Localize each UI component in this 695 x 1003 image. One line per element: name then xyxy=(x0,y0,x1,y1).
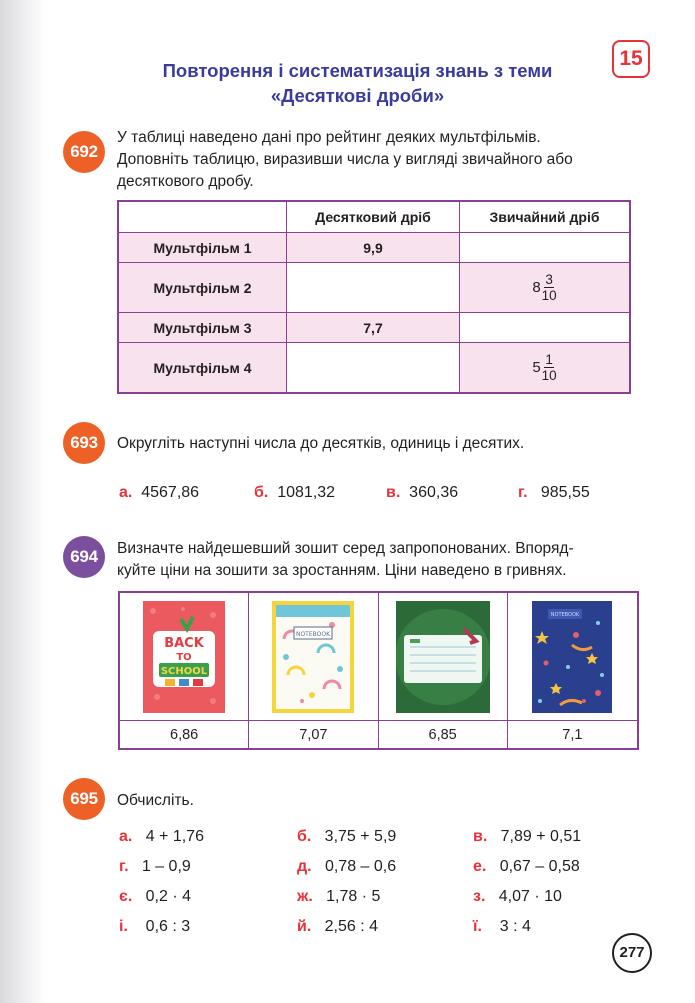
list-item xyxy=(297,828,396,846)
list-item xyxy=(297,858,396,876)
section-title xyxy=(110,58,605,108)
task-694-text xyxy=(117,538,637,582)
item-expr: 0,6 : 3 xyxy=(145,918,191,935)
task-number-693: 693 xyxy=(63,422,105,464)
list-item xyxy=(473,918,531,936)
list-item xyxy=(473,828,581,846)
section-title-line2: «Десяткові дроби» xyxy=(270,85,445,106)
item-label: г. xyxy=(518,484,528,501)
item-label: б. xyxy=(297,828,312,845)
task-694-text-line2: куйте ціни на зошити за зростанням. Ціни наведено в гривнях. xyxy=(117,562,567,579)
item-value: 360,36 xyxy=(409,484,459,501)
item-expr: 0,67 – 0,58 xyxy=(499,858,580,875)
item-expr: 2,56 : 4 xyxy=(324,918,378,935)
item-label: є. xyxy=(119,888,133,905)
item-label: в. xyxy=(473,828,488,845)
table-cell-common xyxy=(460,263,629,313)
fraction-numerator: 3 xyxy=(545,272,553,287)
task-694-text-line1: Визначте найдешевший зошит серед запропонованих. Впоряд- xyxy=(117,540,574,557)
item-expr: 3 : 4 xyxy=(499,918,531,935)
cover-text: NOTEBOOK xyxy=(296,630,331,638)
task-693-text: Округліть наступні числа до десятків, одиниць і десятих. xyxy=(117,435,525,452)
item-expr: 1,78 · 5 xyxy=(326,888,381,905)
notebook-price: 6,85 xyxy=(379,720,508,748)
table-cell-decimal: 7,7 xyxy=(287,313,460,343)
rainbow-notebook-icon xyxy=(272,601,354,713)
item-expr: 3,75 + 5,9 xyxy=(324,828,397,845)
fraction-denominator: 10 xyxy=(541,368,557,383)
list-item xyxy=(473,858,580,876)
chapter-badge: 15 xyxy=(612,40,650,78)
item-expr: 4,07 · 10 xyxy=(498,888,562,905)
list-item xyxy=(254,484,335,502)
green-notebook-icon xyxy=(396,601,490,713)
table-row-name: Мультфільм 4 xyxy=(119,343,287,392)
list-item xyxy=(119,828,204,846)
task-number-695: 695 xyxy=(63,778,105,820)
item-label: й. xyxy=(297,918,312,935)
task-number-694: 694 xyxy=(63,536,105,578)
table-row-name: Мультфільм 1 xyxy=(119,233,287,263)
item-expr: 0,78 – 0,6 xyxy=(324,858,397,875)
back-to-school-notebook-icon xyxy=(143,601,225,713)
item-value: 985,55 xyxy=(540,484,590,501)
item-expr: 7,89 + 0,51 xyxy=(500,828,582,845)
item-label: б. xyxy=(254,484,269,501)
fraction-numerator: 1 xyxy=(545,352,553,367)
item-expr: 1 – 0,9 xyxy=(141,858,191,875)
mixed-fraction xyxy=(532,272,556,303)
item-value: 4567,86 xyxy=(141,484,200,501)
fraction-whole: 8 xyxy=(532,279,541,296)
table-cell-common xyxy=(460,313,629,343)
list-item xyxy=(119,888,191,906)
task-692-text xyxy=(117,127,637,193)
task-695-text: Обчисліть. xyxy=(117,792,194,809)
notebook-image-4 xyxy=(508,593,637,720)
item-label: г. xyxy=(119,858,129,875)
space-notebook-icon xyxy=(532,601,612,713)
table-row-name: Мультфільм 2 xyxy=(119,263,287,313)
item-label: ж. xyxy=(297,888,313,905)
fraction-whole: 5 xyxy=(532,359,541,376)
item-label: з. xyxy=(473,888,486,905)
item-label: д. xyxy=(297,858,312,875)
mixed-fraction xyxy=(532,352,556,383)
item-label: а. xyxy=(119,484,133,501)
page-gutter-shadow xyxy=(0,0,46,1003)
table-cell-decimal: 9,9 xyxy=(287,233,460,263)
notebooks-table xyxy=(118,591,639,750)
table-row-name: Мультфільм 3 xyxy=(119,313,287,343)
item-value: 1081,32 xyxy=(277,484,336,501)
notebook-image-1 xyxy=(120,593,249,720)
list-item xyxy=(119,918,190,936)
item-label: і. xyxy=(119,918,128,935)
table-cell-decimal xyxy=(287,343,460,392)
fraction-denominator: 10 xyxy=(541,288,557,303)
section-title-line1: Повторення і систематизація знань з теми xyxy=(162,60,553,81)
list-item xyxy=(518,484,590,502)
list-item xyxy=(386,484,458,502)
table-header-empty xyxy=(119,202,287,233)
item-expr: 4 + 1,76 xyxy=(145,828,204,845)
table-cell-common xyxy=(460,233,629,263)
notebook-price: 7,1 xyxy=(508,720,637,748)
item-label: в. xyxy=(386,484,401,501)
cover-text: SCHOOL xyxy=(160,665,208,677)
item-label: а. xyxy=(119,828,133,845)
notebook-image-3 xyxy=(379,593,508,720)
list-item xyxy=(119,858,191,876)
table-cell-common xyxy=(460,343,629,392)
table-header-decimal: Десятковий дріб xyxy=(287,202,460,233)
table-cell-decimal xyxy=(287,263,460,313)
item-label: ї. xyxy=(473,918,482,935)
task-692-text-line1: У таблиці наведено дані про рейтинг деяких мультфільмів. xyxy=(117,129,541,146)
notebook-price: 6,86 xyxy=(120,720,249,748)
page-number: 277 xyxy=(612,933,652,973)
notebook-image-2 xyxy=(249,593,378,720)
list-item xyxy=(119,484,199,502)
cover-text: NOTEBOOK xyxy=(551,611,580,618)
list-item xyxy=(473,888,562,906)
task-692-text-line2: Доповніть таблицю, виразивши числа у вигляді звичайного або xyxy=(117,151,573,168)
item-expr: 0,2 · 4 xyxy=(145,888,191,905)
table-header-common: Звичайний дріб xyxy=(460,202,629,233)
item-label: е. xyxy=(473,858,487,875)
notebook-price: 7,07 xyxy=(249,720,378,748)
cartoon-rating-table xyxy=(117,200,631,394)
cover-text: TO xyxy=(176,651,192,663)
task-number-692: 692 xyxy=(63,131,105,173)
list-item xyxy=(297,888,380,906)
task-692-text-line3: десяткового дробу. xyxy=(117,173,254,190)
cover-text: BACK xyxy=(164,635,204,651)
list-item xyxy=(297,918,378,936)
